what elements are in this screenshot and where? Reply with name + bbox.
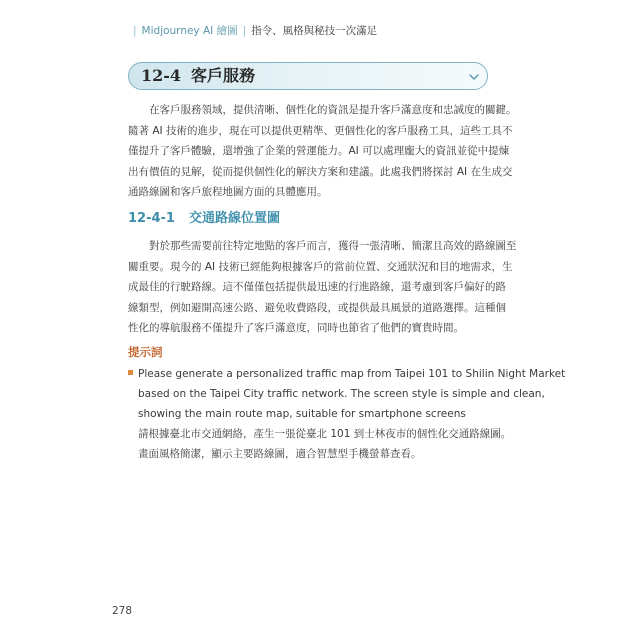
subsection-heading xyxy=(128,210,280,228)
body-line: 關重要。現今的 AI 技術已經能夠根據客戶的當前位置、交通狀況和目的地需求，生 xyxy=(128,260,513,273)
chapter-title: 指令、風格與秘技一次滿足 xyxy=(251,25,378,37)
page-number: 278 xyxy=(112,605,133,617)
subsection-title: 交通路線位置圖 xyxy=(188,211,280,226)
intro-line: 出有價值的見解，從而提供個性化的解決方案和建議。此處我們將探討 AI 在生成交 xyxy=(128,165,513,178)
header-separator-left: | xyxy=(133,25,137,37)
book-title: Midjourney AI 繪圖 xyxy=(141,25,238,37)
section-heading xyxy=(141,66,255,86)
prompt-english-line: based on the Taipei City traffic network. The screen style is simple and clean, xyxy=(138,388,545,400)
body-line: 線類型，例如避開高速公路、避免收費路段，或提供最具風景的道路選擇。這種個 xyxy=(128,301,506,314)
section-title: 客戶服務 xyxy=(191,66,256,85)
prompt-chinese xyxy=(138,424,512,464)
prompt-chinese-line: 請根據臺北市交通網絡，產生一張從臺北 101 到士林夜市的個性化交通路線圖。 xyxy=(138,428,512,440)
bullet-square-icon xyxy=(128,370,133,375)
header-separator: | xyxy=(242,25,247,37)
body-line: 性化的導航服務不僅提升了客戶滿意度，同時也節省了他們的寶貴時間。 xyxy=(128,322,464,334)
prompt-block xyxy=(128,364,566,464)
prompt-label: 提示詞 xyxy=(128,345,163,359)
intro-line: 在客戶服務領域，提供清晰、個性化的資訊是提升客戶滿意度和忠誠度的關鍵。 xyxy=(149,104,517,116)
prompt-english-line: showing the main route map, suitable for smartphone screens xyxy=(138,408,466,420)
intro-line: 隨著 AI 技術的進步，現在可以提供更精準、更個性化的客戶服務工具，這些工具不 xyxy=(128,124,513,137)
body-line: 對於那些需要前往特定地點的客戶而言，獲得一張清晰、簡潔且高效的路線圖至 xyxy=(149,240,517,252)
prompt-english-line: Please generate a personalized traffic map from Taipei 101 to Shilin Night Market xyxy=(138,368,566,380)
chevron-down-icon xyxy=(466,69,482,85)
intro-line: 僅提升了客戶體驗，還增強了企業的營運能力。AI 可以處理龐大的資訊並從中提煉 xyxy=(128,145,510,157)
subsection-number: 12-4-1 xyxy=(128,211,175,226)
prompt-english xyxy=(138,364,566,424)
body-line: 成最佳的行駛路線。這不僅僅包括提供最迅速的行進路線，還考慮到客戶偏好的路 xyxy=(128,281,506,293)
intro-paragraph xyxy=(128,100,517,203)
body-paragraph xyxy=(128,236,517,339)
running-header xyxy=(128,24,377,38)
section-banner xyxy=(128,62,488,90)
prompt-chinese-line: 畫面風格簡潔，顯示主要路線圖，適合智慧型手機螢幕查看。 xyxy=(138,448,422,460)
intro-line: 通路線圖和客戶旅程地圖方面的具體應用。 xyxy=(128,186,328,198)
section-number: 12-4 xyxy=(141,66,182,85)
